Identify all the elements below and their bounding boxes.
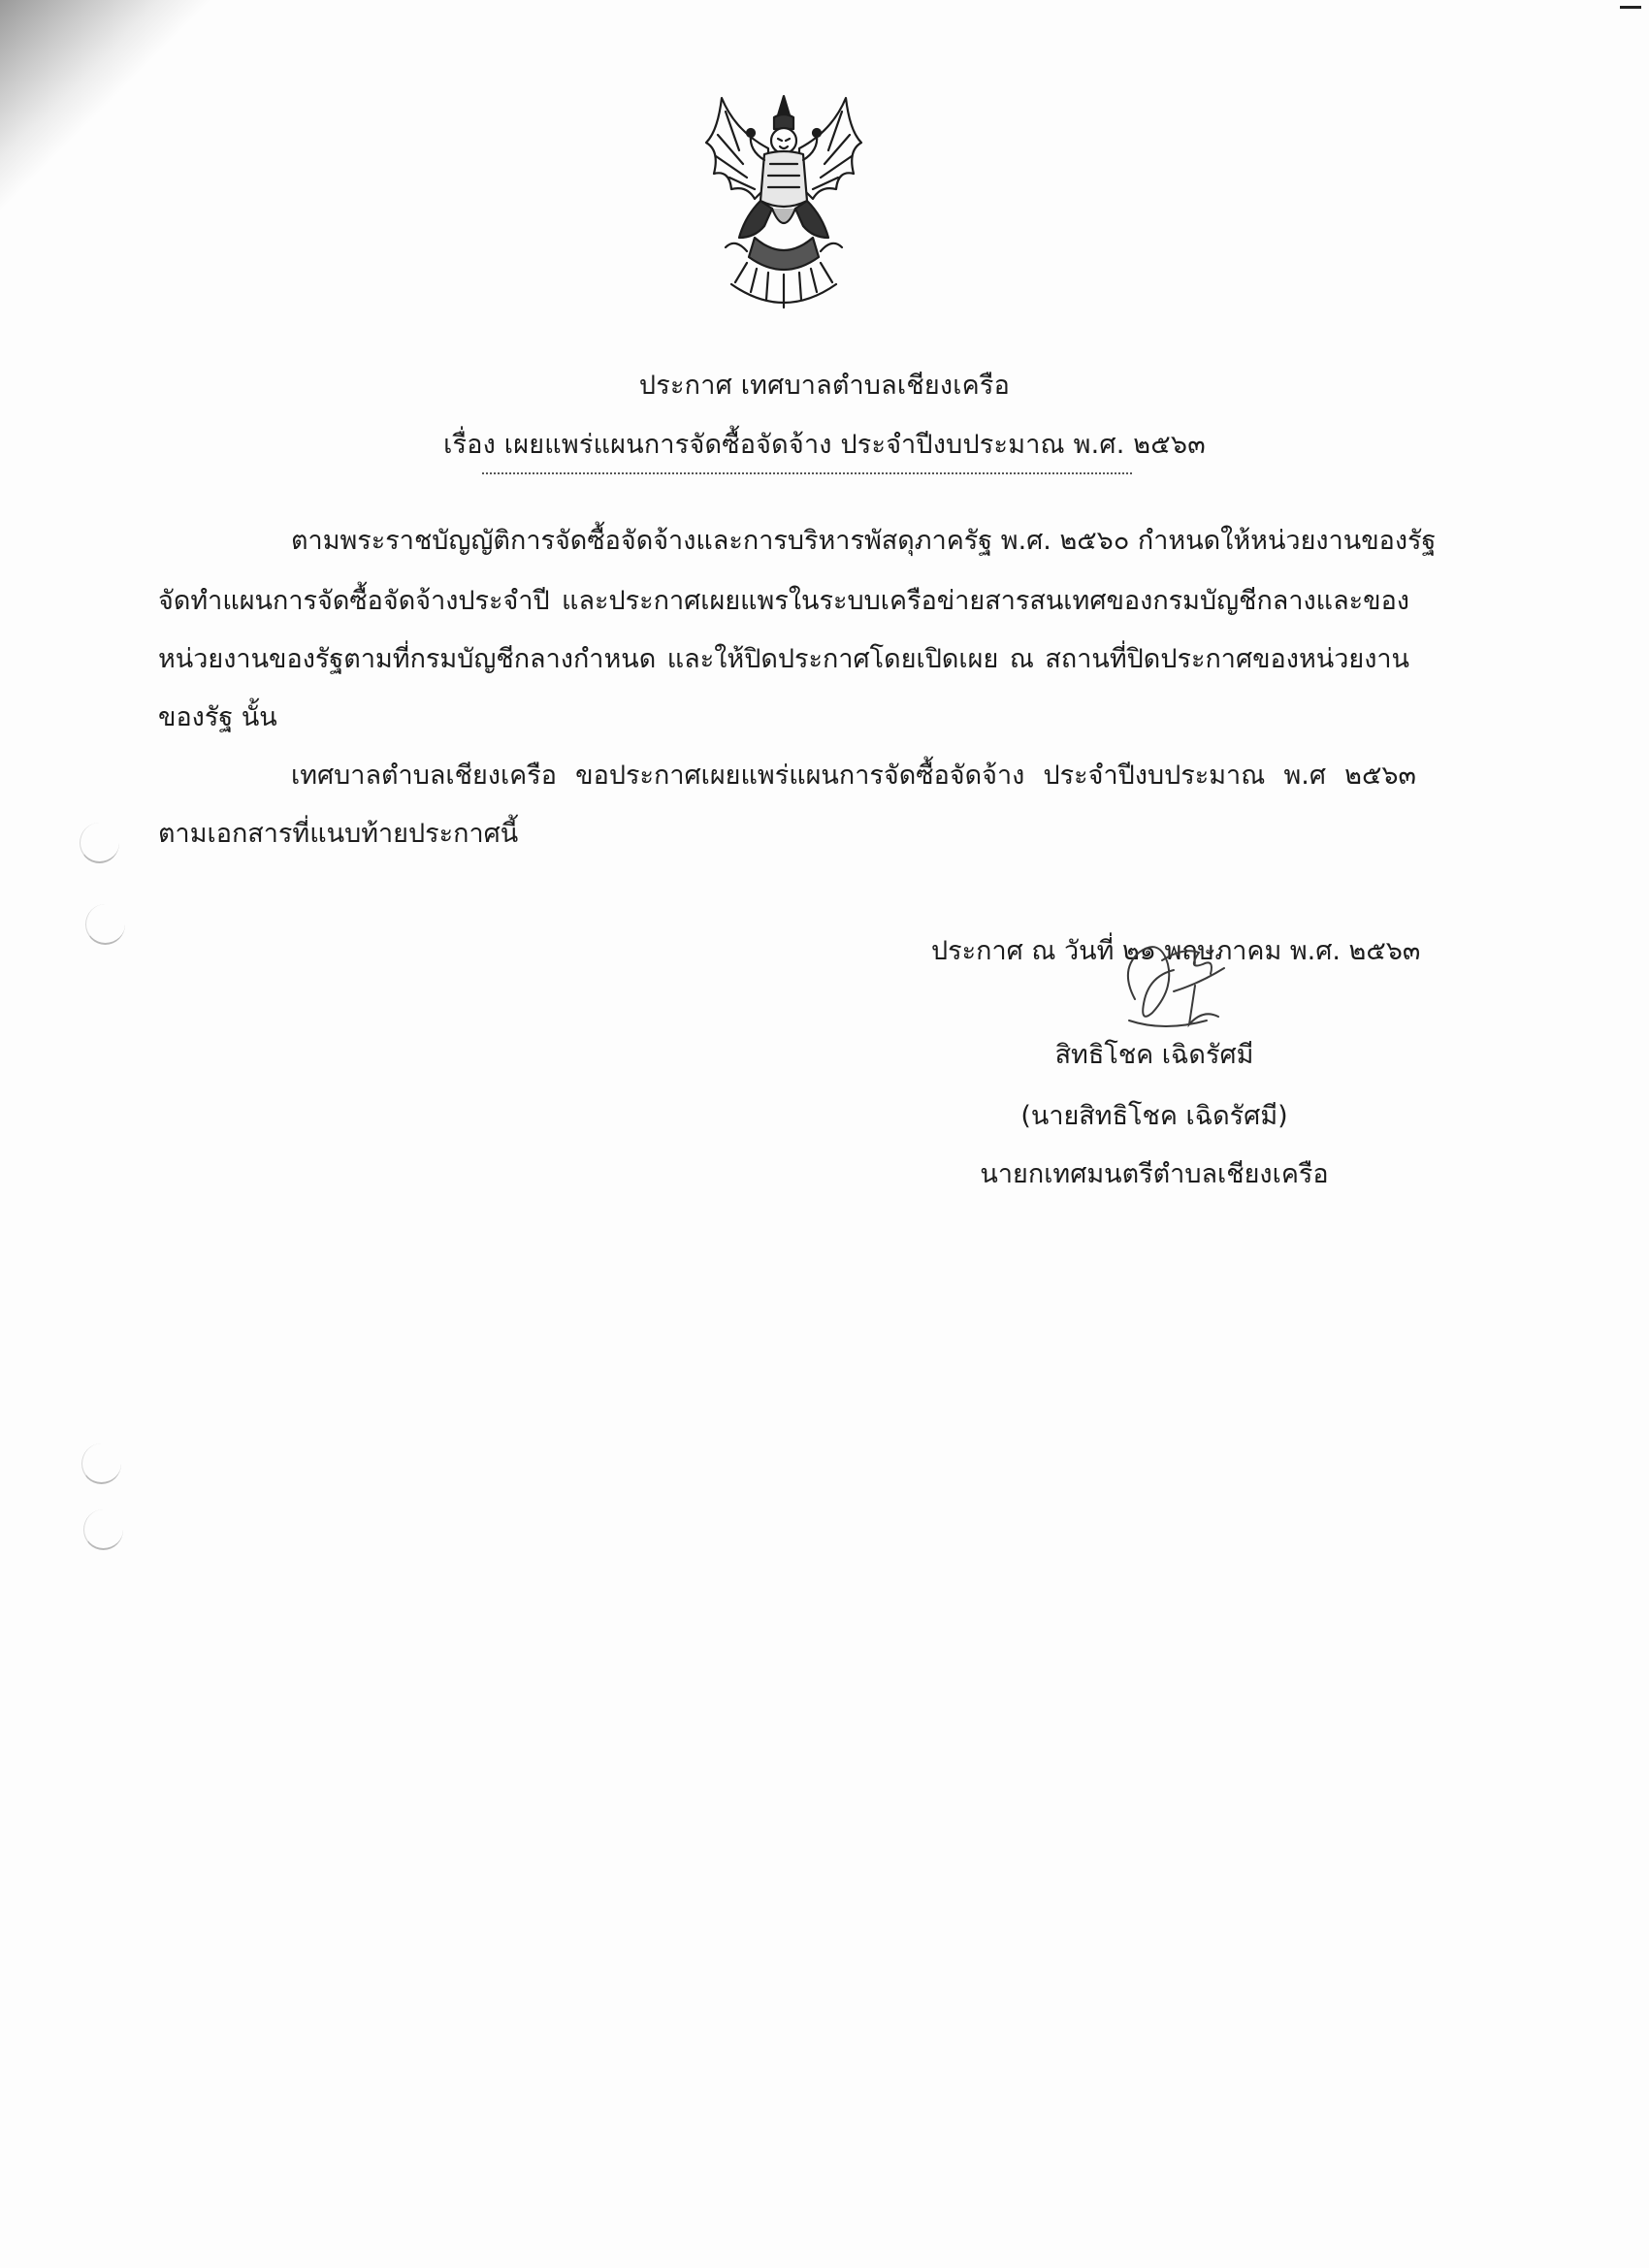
signer-full-name: (นายสิทธิโชค เฉิดรัศมี): [1020, 1101, 1288, 1131]
paragraph-1-line-4: ของรัฐ นั้น: [158, 702, 277, 732]
paragraph-2-line-1: เทศบาลตำบลเชียงเครือ ขอประกาศเผยแพร่แผนการจัดซื้อจัดจ้าง ประจำปีงบประมาณ พ.ศ ๒๕๖๓: [291, 761, 1416, 791]
punch-hole: [81, 1443, 121, 1484]
handwritten-signature: [1106, 931, 1251, 1038]
punch-hole: [80, 823, 119, 863]
paragraph-1-line-1: ตามพระราชบัญญัติการจัดซื้อจัดจ้างและการบริหารพัสดุภาครัฐ พ.ศ. ๒๕๖๐ กำหนดให้หน่วยงานของรัฐ: [291, 526, 1437, 556]
garuda-emblem-icon: [696, 92, 871, 325]
title-divider: [482, 472, 1132, 474]
signer-position: นายกเทศมนตรีตำบลเชียงเครือ: [980, 1159, 1329, 1189]
announcement-date: ประกาศ ณ วันที่ ๒๑ พฤษภาคม พ.ศ. ๒๕๖๓: [931, 936, 1421, 966]
announcement-subject: เรื่อง เผยแพร่แผนการจัดซื้อจัดจ้าง ประจำปีงบประมาณ พ.ศ. ๒๕๖๓: [443, 430, 1206, 460]
edge-mark: [1620, 6, 1641, 9]
signer-name: สิทธิโชค เฉิดรัศมี: [1054, 1040, 1254, 1070]
punch-hole: [85, 904, 125, 945]
punch-hole: [83, 1509, 123, 1550]
paragraph-1-line-3: หน่วยงานของรัฐตามที่กรมบัญชีกลางกำหนด และให้ปิดประกาศโดยเปิดเผย ณ สถานที่ปิดประกาศของหน่วยงาน: [158, 644, 1409, 674]
folded-corner: [0, 0, 252, 252]
paragraph-2-line-2: ตามเอกสารที่แนบท้ายประกาศนี้: [158, 819, 519, 849]
announcement-title: ประกาศ เทศบาลตำบลเชียงเครือ: [638, 371, 1011, 401]
paragraph-1-line-2: จัดทำแผนการจัดซื้อจัดจ้างประจำปี และประกาศเผยแพรในระบบเครือข่ายสารสนเทศของกรมบัญชีกลางและของ: [158, 586, 1409, 616]
